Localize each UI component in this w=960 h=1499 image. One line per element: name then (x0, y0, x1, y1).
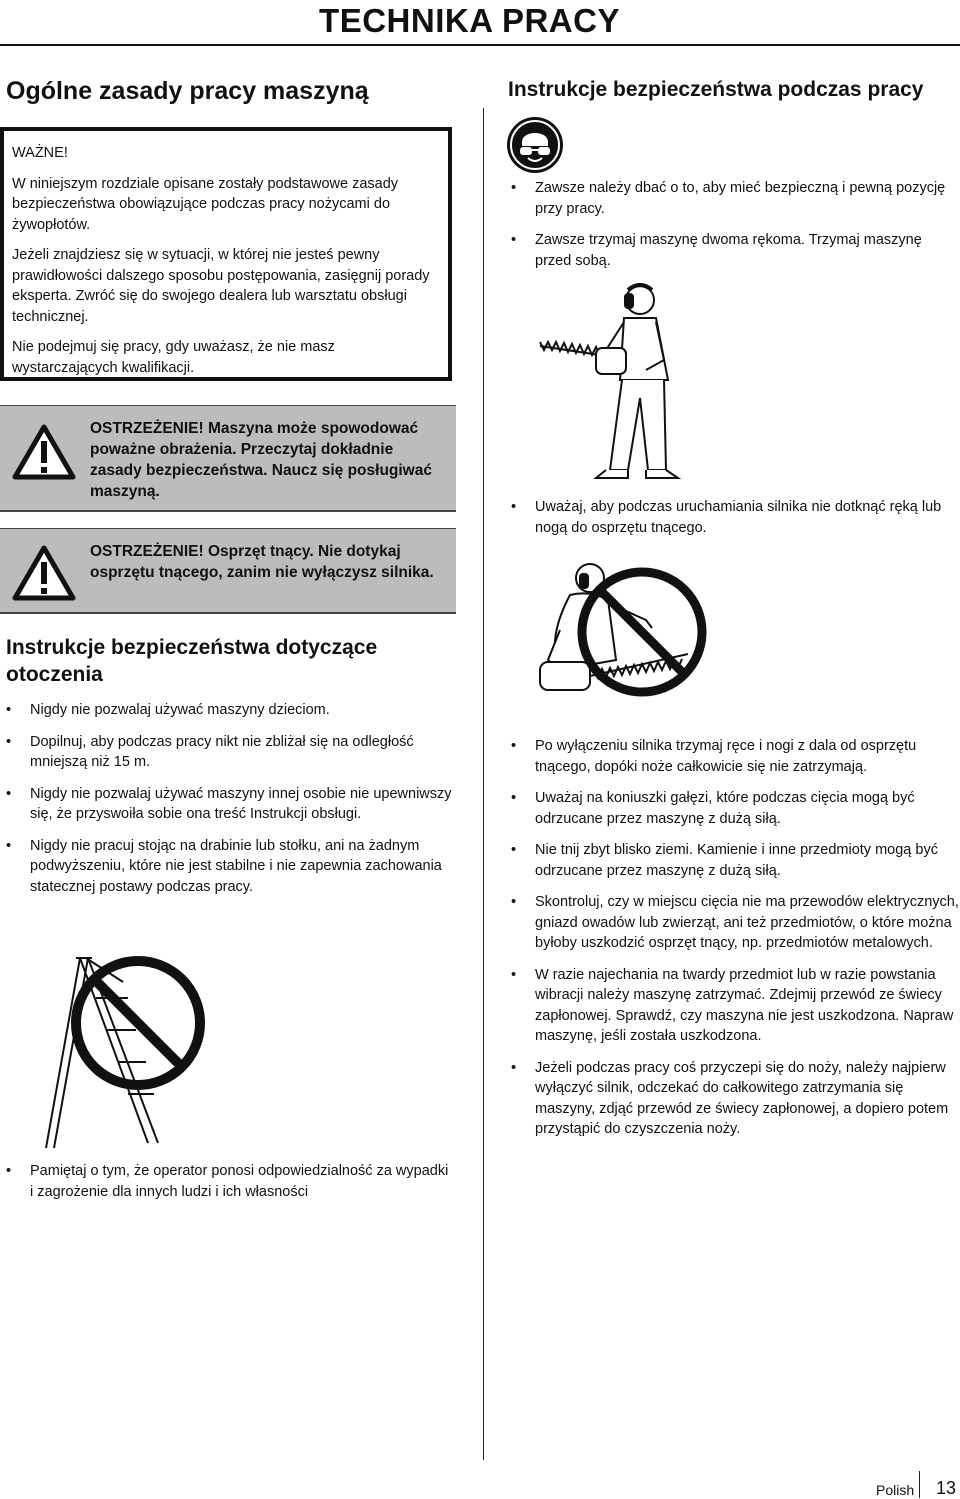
list-item: • Dopilnuj, aby podczas pracy nikt nie zbliżał się na odległość mniejszą niż 15 m. (6, 733, 414, 770)
list-item: • Uważaj na koniuszki gałęzi, które podczas cięcia mogą być odrzucane przez maszynę z dużą siłą. (511, 790, 915, 827)
bullet: • (511, 738, 517, 754)
bullet: • (511, 180, 517, 196)
bullet: • (6, 837, 12, 854)
responsibility-list (0, 1161, 452, 1213)
list-item: • Nigdy nie pozwalaj używać maszyny dzieciom. (0, 700, 452, 721)
bullet: • (511, 499, 517, 515)
footer-language: Polish (876, 1482, 915, 1498)
list-item: • Nigdy nie pracuj stojąc na drabinie lub stołku, ani na żadnym podwyższeniu, które nie jest stabilne i nie zapewnia zachowania statecznej postawy podczas pracy. (6, 837, 442, 895)
list-item: • Nie tnij zbyt blisko ziemi. Kamienie i inne przedmioty mogą być odrzucane przez maszynę z dużą siłą. (511, 842, 938, 879)
bullet: • (6, 733, 12, 750)
ladder-prohibited-illustration (28, 938, 208, 1158)
section-heading-work-safety: Instrukcje bezpieczeństwa podczas pracy (508, 78, 924, 101)
bullet: • (511, 966, 517, 983)
list-item: • Nigdy nie pozwalaj używać maszyny innej osobie nie upewniwszy się, że przyswoiła sobie ona treść Instrukcji obsługi. (6, 785, 452, 822)
warning-text-1: OSTRZEŻENIE! Maszyna może spowodować poważne obrażenia. Przeczytaj dokładnie zasady bezpieczeństwa. Naucz się posługiwać maszyną. (90, 420, 432, 500)
column-divider (483, 108, 484, 1460)
list-item: • Zawsze należy dbać o to, aby mieć bezpieczną i pewną pozycję przy pracy. (511, 180, 946, 217)
protective-equipment-icon (506, 116, 564, 174)
bullet: • (6, 702, 12, 718)
operator-holding-trimmer-illustration (536, 280, 726, 485)
bullet: • (6, 785, 12, 802)
footer-divider (919, 1471, 920, 1498)
list-item: • Jeżeli podczas pracy coś przyczepi się do noży, należy najpierw wyłączyć silnik, odczekać do całkowitego zatrzymania się maszyny, zdjąć przewód ze świecy zapłonowej, a dopiero potem przystąpić do czyszczenia noży. (511, 1059, 949, 1137)
important-notice-box (0, 127, 452, 381)
header-rule (0, 44, 960, 46)
list-item: • W razie najechania na twardy przedmiot lub w razie powstania wibracji należy maszynę zatrzymać. Zdejmij przewód ze świecy zapłonowej. Sprawdź, czy maszyna nie jest uszkodzona. Napraw maszynę, jeśli została uszkodzona. (511, 966, 954, 1044)
work-safety-list-b (505, 497, 960, 549)
bullet: • (511, 894, 517, 910)
section-heading-general: Ogólne zasady pracy maszyną (6, 77, 369, 105)
warning-box-1 (0, 405, 456, 512)
warning-triangle-icon (12, 545, 76, 601)
list-item: • Zawsze trzymaj maszynę dwoma rękoma. Trzymaj maszynę przed sobą. (511, 232, 922, 269)
bullet: • (511, 1059, 517, 1076)
bullet: • (511, 232, 517, 248)
important-paragraph-1: W niniejszym rozdziale opisane zostały podstawowe zasady bezpieczeństwa obowiązujące podczas pracy nożycami do żywopłotów. (12, 175, 399, 233)
warning-text-2: OSTRZEŻENIE! Osprzęt tnący. Nie dotykaj osprzętu tnącego, zanim nie wyłączysz silnika. (90, 543, 434, 581)
warning-box-2 (0, 528, 456, 614)
work-safety-list-c (505, 736, 960, 1151)
list-item: • Pamiętaj o tym, że operator ponosi odpowiedzialność za wypadki i zagrożenie dla innych ludzi i ich własności (6, 1163, 449, 1200)
list-item: • Po wyłączeniu silnika trzymaj ręce i nogi z dala od osprzętu tnącego, dopóki noże całkowicie się nie zatrzymają. (511, 738, 917, 775)
work-safety-list-a (505, 178, 960, 282)
warning-triangle-icon (12, 424, 76, 480)
bullet: • (511, 790, 517, 806)
prohibition-sign-icon (76, 961, 200, 1085)
touching-blade-prohibited-illustration (520, 550, 710, 720)
important-label: WAŻNE! (12, 145, 68, 161)
important-paragraph-2: Jeżeli znajdziesz się w sytuacji, w której nie jesteś pewny prawidłowości dalszego sposobu postępowania, zasięgnij porady eksperta. Zwróć się do swojego dealera lub warsztatu obsługi technicznej. (12, 247, 430, 325)
list-item: • Uważaj, aby podczas uruchamiania silnika nie dotknąć ręką lub nogą do osprzętu tnącego. (511, 499, 942, 536)
bullet: • (6, 1163, 12, 1179)
section-heading-environment: Instrukcje bezpieczeństwa dotyczące otoczenia (6, 636, 378, 686)
list-item: • Skontroluj, czy w miejscu cięcia nie ma przewodów elektrycznych, gniazd owadów lub zwierząt, ani też przedmiotów, o które można byłoby uszkodzić osprzęt tnący, np. przedmiotów metalowych. (511, 894, 959, 951)
page-number: 13 (936, 1478, 957, 1498)
environment-rules-list (0, 700, 452, 908)
bullet: • (511, 842, 517, 858)
page-title: TECHNIKA PRACY (319, 2, 620, 39)
important-paragraph-3: Nie podejmuj się pracy, gdy uważasz, że nie masz wystarczających kwalifikacji. (12, 339, 335, 376)
